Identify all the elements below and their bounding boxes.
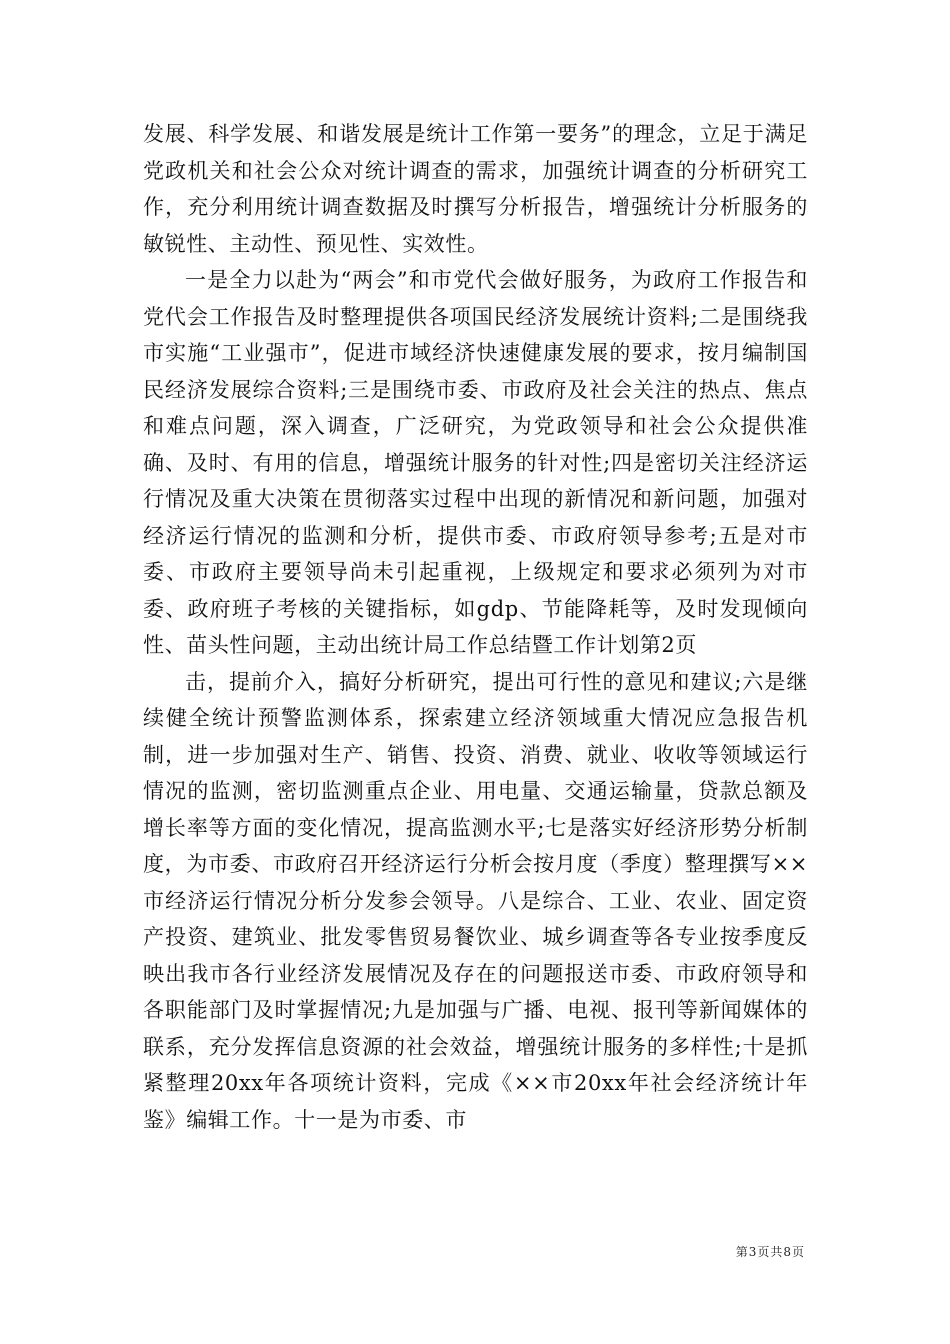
- paragraph-2: 一是全力以赴为“两会”和市党代会做好服务，为政府工作报告和党代会工作报告及时整理提供各项国民经济发展统计资料;二是围绕我市实施“工业强市”，促进市域经济快速健康发展的要求，按月编制国民经济发展综合资料;三是围绕市委、市政府及社会关注的热点、焦点和难点问题，深入调查，广泛研究，为党政领导和社会公众提供准确、及时、有用的信息，增强统计服务的针对性;四是密切关注经济运行情况及重大决策在贯彻落实过程中出现的新情况和新问题，加强对经济运行情况的监测和分析，提供市委、市政府领导参考;五是对市委、市政府主要领导尚未引起重视，上级规定和要求必须列为对市委、政府班子考核的关键指标，如gdp、节能降耗等，及时发现倾向性、苗头性问题，主动出统计局工作总结暨工作计划第2页: [143, 268, 808, 657]
- paragraph-3: 击，提前介入，搞好分析研究，提出可行性的意见和建议;六是继续健全统计预警监测体系，探索建立经济领域重大情况应急报告机制，进一步加强对生产、销售、投资、消费、就业、收收等领域运行情况的监测，密切监测重点企业、用电量、交通运输量，贷款总额及增长率等方面的变化情况，提高监测水平;七是落实好经济形势分析制度，为市委、市政府召开经济运行分析会按月度（季度）整理撰写××市经济运行情况分析分发参会领导。八是综合、工业、农业、固定资产投资、建筑业、批发零售贸易餐饮业、城乡调查等各专业按季度反映出我市各行业经济发展情况及存在的问题报送市委、市政府领导和各职能部门及时掌握情况;九是加强与广播、电视、报刊等新闻媒体的联系，充分发挥信息资源的社会效益，增强统计服务的多样性;十是抓紧整理20xx年各项统计资料，完成《××市20xx年社会经济统计年鉴》编辑工作。十一是为市委、市: [143, 669, 808, 1132]
- document-body: [143, 116, 808, 1138]
- paragraph-1: 发展、科学发展、和谐发展是统计工作第一要务”的理念，立足于满足党政机关和社会公众对统计调查的需求，加强统计调查的分析研究工作，充分利用统计调查数据及时撰写分析报告，增强统计分析服务的敏锐性、主动性、预见性、实效性。: [143, 122, 808, 256]
- page-number-footer: 第3页共8页: [735, 1245, 805, 1259]
